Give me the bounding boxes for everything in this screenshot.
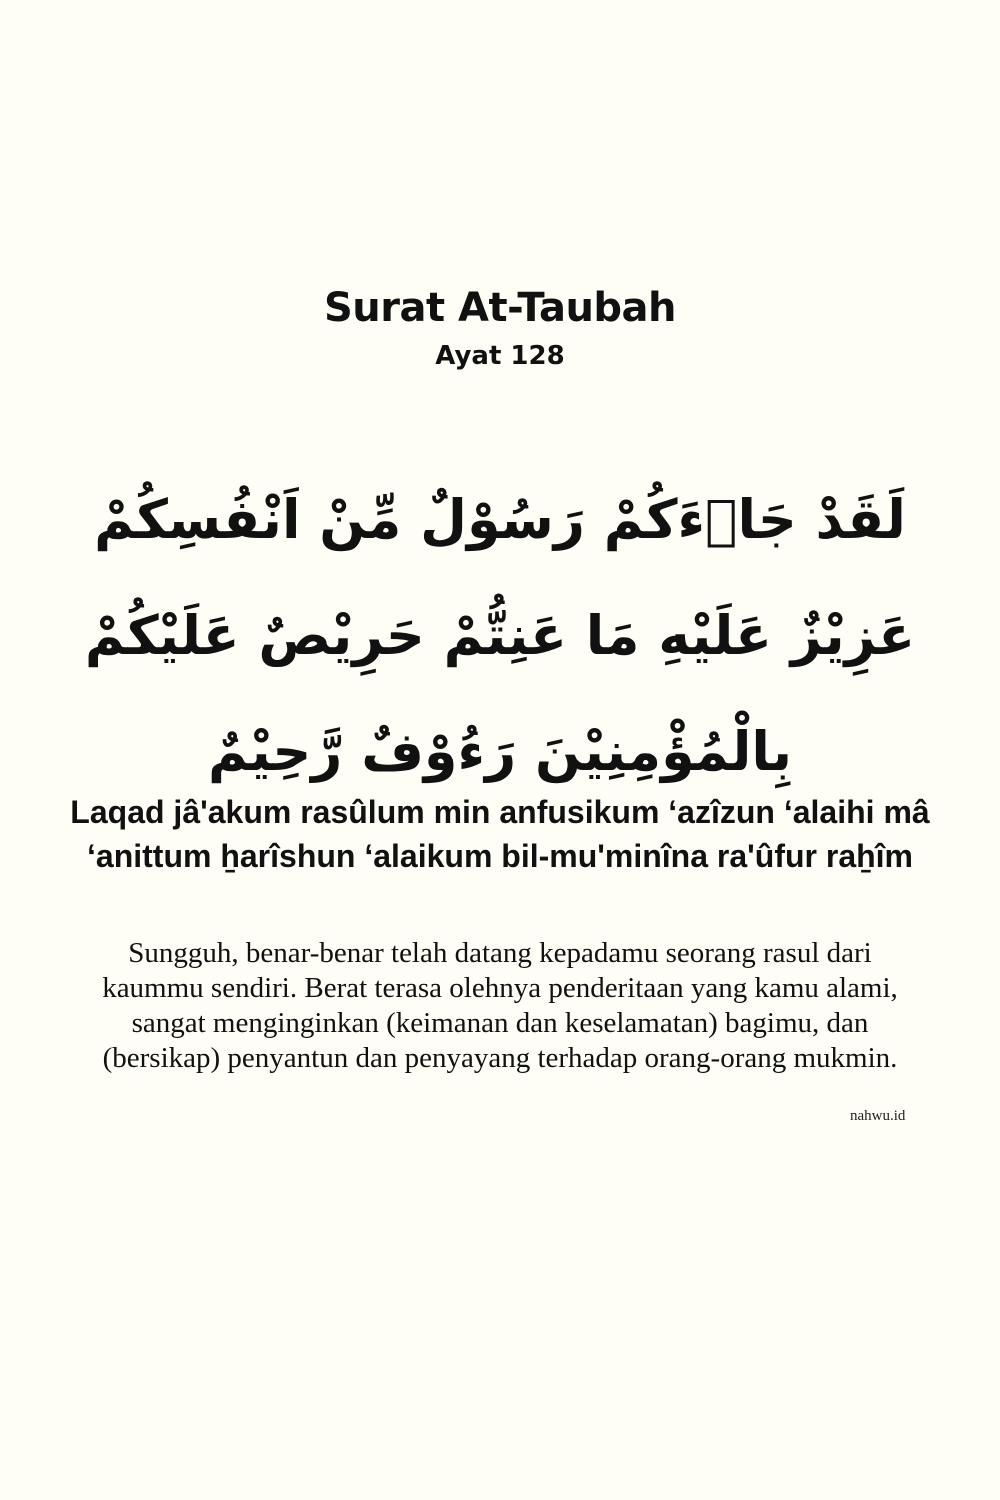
- arabic-verse-text: لَقَدْ جَاۤءَكُمْ رَسُوْلٌ مِّنْ اَنْفُسِكُمْ عَزِيْزٌ عَلَيْهِ مَا عَنِتُّمْ حَرِيْصٌ عَلَيْكُمْ بِالْمُؤْمِنِيْنَ رَءُوْفٌ رَّحِيْمٌ: [84, 488, 916, 783]
- surah-title: Surat At-Taubah: [323, 285, 677, 331]
- watermark: nahwu.id: [850, 1108, 906, 1124]
- verse-number: Ayat 128: [435, 341, 565, 371]
- transliteration-text: Laqad jâ'akum rasûlum min anfusikum ‘azîzun ‘alaihi mâ ‘anittum ẖarîshun ‘alaikum bil-mu'minîna ra'ûfur raẖîm: [70, 794, 930, 874]
- translation-text: Sungguh, benar-benar telah datang kepadamu seorang rasul dari kaummu sendiri. Berat terasa olehnya penderitaan yang kamu alami, sangat menginginkan (keimanan dan keselamatan) bagimu, dan (bersikap) penyantun dan penyayang terhadap orang-orang mukmin.: [102, 937, 898, 1074]
